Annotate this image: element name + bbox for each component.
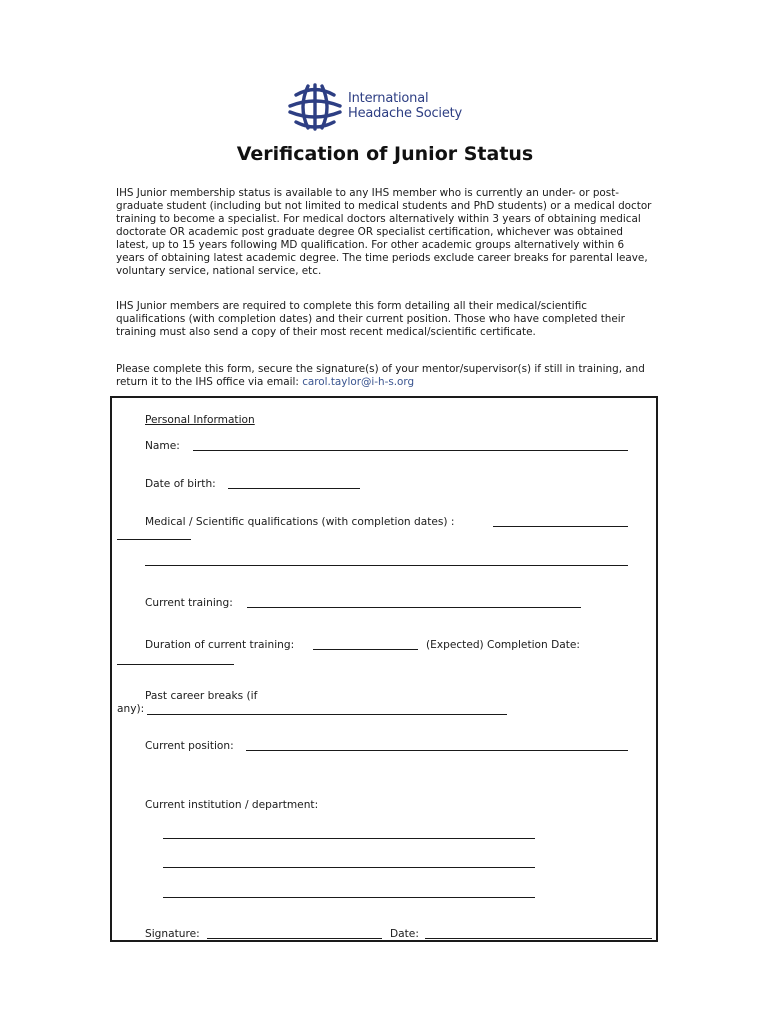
ihs-logo [286,82,496,132]
page-title: Verification of Junior Status [236,143,534,165]
dob-field[interactable] [228,488,360,489]
duration-label: Duration of current training: [145,639,295,651]
qualifications-field-line1[interactable] [493,526,628,527]
current-training-field[interactable] [247,607,581,608]
current-position-field[interactable] [246,750,628,751]
section-personal-information: Personal Information [145,414,255,426]
career-breaks-field[interactable] [147,714,507,715]
qualifications-label: Medical / Scientific qualifications (with completion dates) : [145,516,455,528]
name-field[interactable] [193,450,628,451]
career-breaks-label: Past career breaks (if [145,690,258,702]
instructions-paragraph [116,363,654,389]
qualifications-field-line3b[interactable] [163,565,628,566]
qualifications-field-line2a[interactable] [117,539,145,540]
duration-field-extension[interactable] [395,649,418,650]
org-name [348,91,462,121]
instructions-text: Please complete this form, secure the signature(s) of your mentor/supervisor(s) if still in training, and return it to the IHS office via email: [116,363,645,388]
date-label: Date: [390,928,419,940]
eligibility-paragraph: IHS Junior membership status is available to any IHS member who is currently an under- or post-graduate student (including but not limited to medical students and PhD students) or a medical doctor training to become a specialist. For medical doctors alternatively within 3 years of obtaining medical doctorate OR academic post graduate degree OR specialist certification, whichever was obtained latest, up to 15 years following MD qualification. For other academic groups alternatively within 6 years of obtaining latest academic degree. The time periods exclude career breaks for parental leave, voluntary service, national service, etc. [116,187,652,277]
org-name-line1: International [348,91,429,106]
completion-date-label: (Expected) Completion Date: [426,639,580,651]
institution-label: Current institution / department: [145,799,319,811]
institution-field-line3[interactable] [163,897,535,898]
signature-field[interactable] [207,938,382,939]
institution-field-line2[interactable] [163,867,535,868]
completion-date-field[interactable] [117,664,234,665]
current-training-label: Current training: [145,597,233,609]
requirements-paragraph: IHS Junior members are required to complete this form detailing all their medical/scientific qualifications (with completion dates) and their current position. Those who have completed their training must also send a copy of their most recent medical/scientific certificate. [116,300,625,338]
institution-field-line1[interactable] [163,838,535,839]
duration-field[interactable] [313,649,395,650]
qualifications-field-line2b[interactable] [145,539,191,540]
ihs-globe-logo-icon [286,82,344,132]
current-position-label: Current position: [145,740,234,752]
dob-label: Date of birth: [145,478,216,490]
date-field[interactable] [425,938,560,939]
career-breaks-label-cont: any): [117,703,145,715]
date-field-extension[interactable] [560,938,652,939]
contact-email-link[interactable]: carol.taylor@i-h-s.org [302,376,415,388]
org-name-line2: Headache Society [348,106,463,121]
signature-label: Signature: [145,928,200,940]
name-label: Name: [145,440,180,452]
qualifications-field-line3a[interactable] [145,565,163,566]
